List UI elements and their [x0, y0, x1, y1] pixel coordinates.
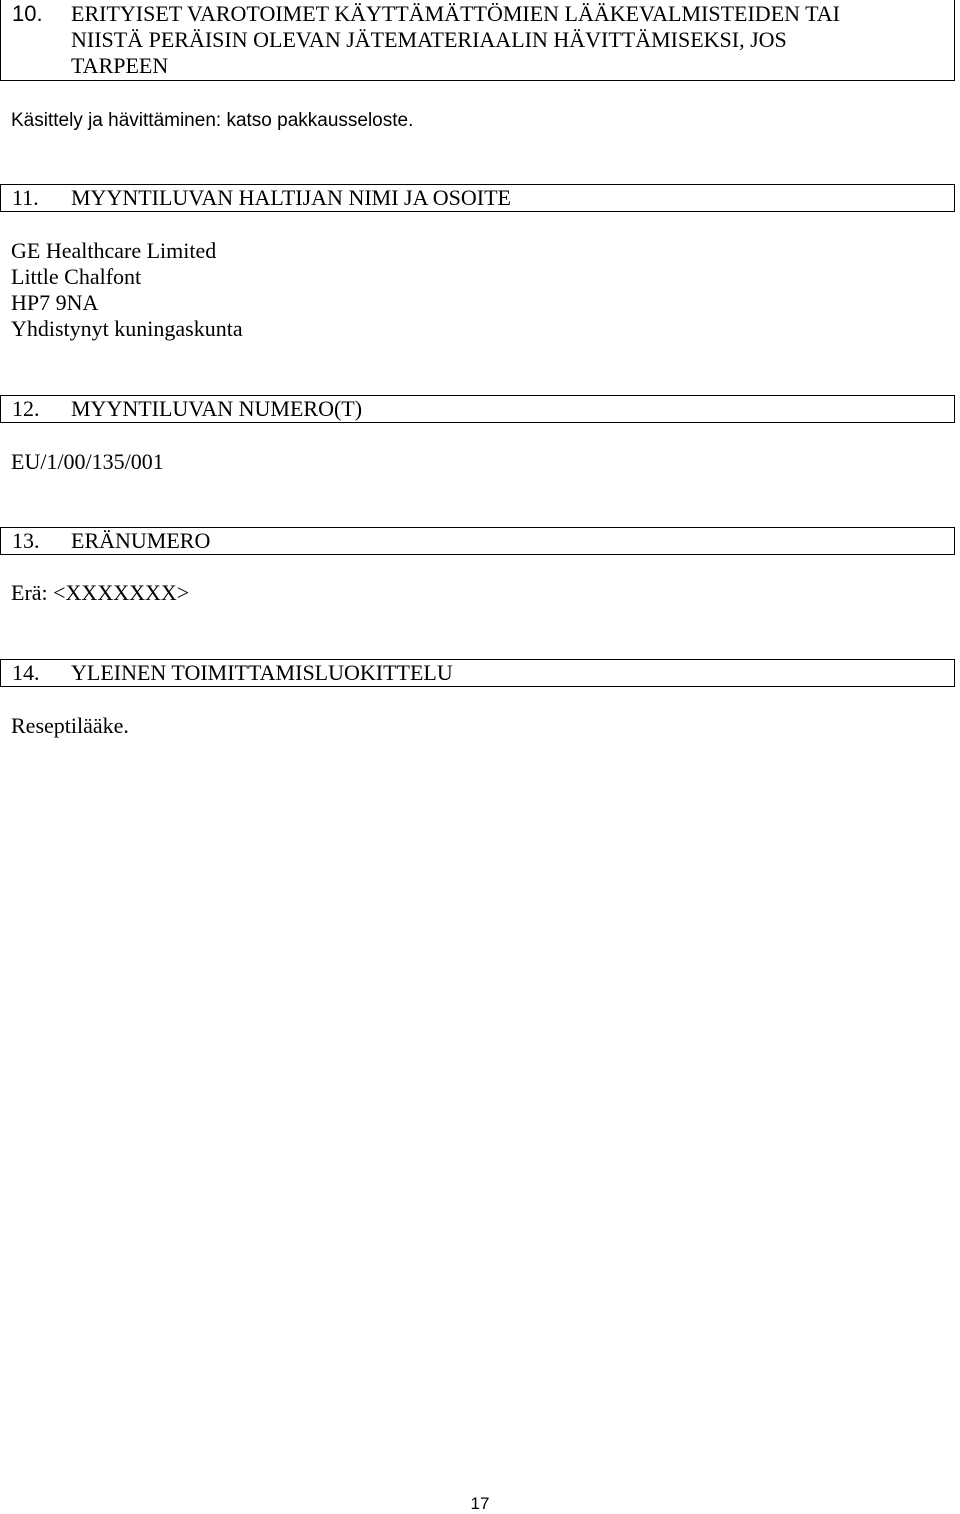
section-11-body-line-4: Yhdistynyt kuningaskunta: [11, 316, 243, 341]
section-10-heading-line-3: TARPEEN: [71, 53, 169, 78]
section-11-body-line-2: Little Chalfont: [11, 264, 142, 289]
section-11-body-line-1: GE Healthcare Limited: [11, 238, 217, 263]
section-12-heading-box: [0, 395, 955, 423]
section-10-body-line-1: Käsittely ja hävittäminen: katso pakkausseloste.: [11, 110, 414, 131]
section-13-body-line-1: Erä: <XXXXXXX>: [11, 580, 190, 605]
section-14-heading: YLEINEN TOIMITTAMISLUOKITTELU: [71, 660, 453, 685]
section-12-heading: MYYNTILUVAN NUMERO(T): [71, 396, 363, 421]
section-11-number: 11.: [12, 185, 39, 210]
section-11-body-line-3: HP7 9NA: [11, 290, 99, 315]
section-11-heading: MYYNTILUVAN HALTIJAN NIMI JA OSOITE: [71, 185, 511, 210]
section-11-heading-box: [0, 184, 955, 212]
section-10-number: 10.: [12, 1, 43, 26]
section-13-heading-box: [0, 527, 955, 555]
page-number: 17: [470, 1494, 490, 1513]
section-12-body-line-1: EU/1/00/135/001: [11, 449, 164, 474]
section-12-number: 12.: [12, 396, 40, 421]
section-10-heading-box: [0, 0, 955, 81]
section-14-number: 14.: [12, 660, 40, 685]
section-14-body-line-1: Reseptilääke.: [11, 713, 129, 738]
section-13-number: 13.: [12, 528, 40, 553]
section-13-heading: ERÄNUMERO: [71, 528, 211, 553]
section-10-heading-line-2: NIISTÄ PERÄISIN OLEVAN JÄTEMATERIAALIN HÄVITTÄMISEKSI, JOS: [71, 27, 787, 52]
section-10-heading-line-1: ERITYISET VAROTOIMET KÄYTTÄMÄTTÖMIEN LÄÄKEVALMISTEIDEN TAI: [71, 1, 841, 26]
section-14-heading-box: [0, 659, 955, 687]
